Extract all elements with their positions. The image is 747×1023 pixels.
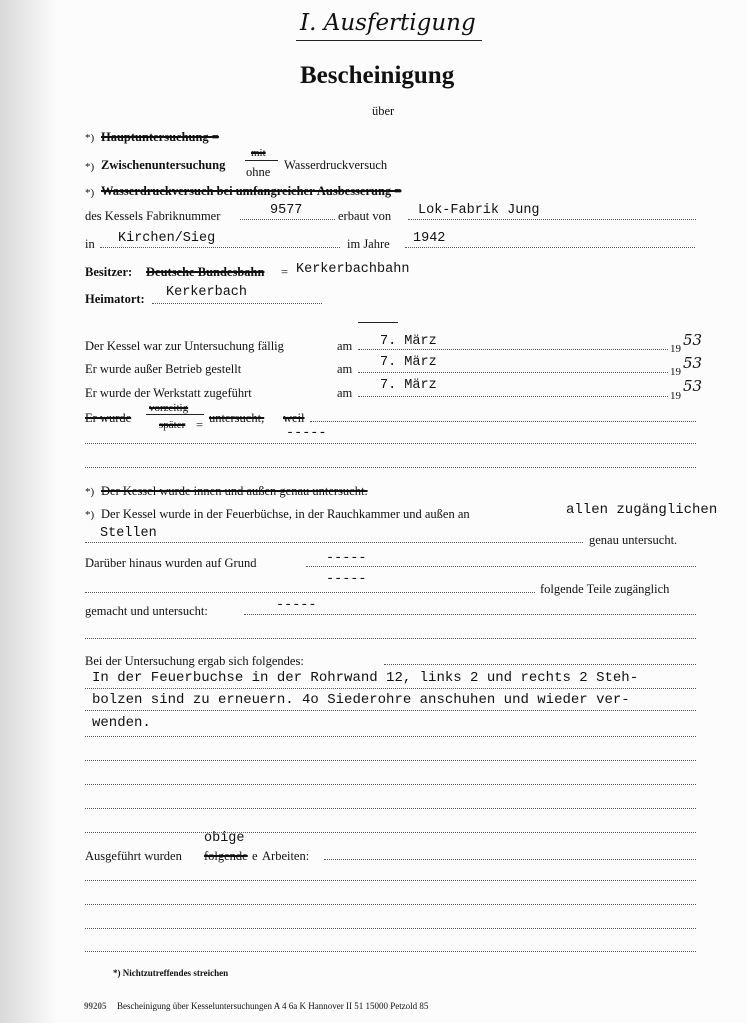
spaeter-struck: später bbox=[159, 419, 186, 431]
work-rule bbox=[85, 880, 696, 881]
ausser-date: 7. März bbox=[380, 355, 437, 370]
werkstatt-year-prefix: 19 bbox=[670, 390, 681, 402]
werkstatt-label: Er wurde der Werkstatt zugeführt bbox=[85, 386, 252, 400]
faellig-year-prefix: 19 bbox=[670, 343, 681, 355]
ausser-line bbox=[358, 372, 668, 373]
folgende-teile: folgende Teile zugänglich bbox=[540, 582, 670, 596]
work-rule bbox=[85, 904, 696, 905]
weil-dashes: ----- bbox=[286, 426, 327, 441]
faellig-am: am bbox=[337, 339, 353, 353]
faellig-year-suffix: 53 bbox=[683, 331, 703, 349]
footnote-marker: *) bbox=[85, 132, 95, 144]
findings-label: Bei der Untersuchung ergab sich folgendes: bbox=[85, 654, 304, 668]
document-subtitle: über bbox=[372, 104, 395, 118]
work-rule bbox=[85, 928, 696, 929]
heimatort-line bbox=[152, 303, 322, 304]
work-struck: folgende bbox=[204, 849, 248, 863]
footnote-marker: *) bbox=[85, 486, 95, 498]
faellig-date: 7. März bbox=[380, 334, 437, 349]
besitzer-label: Besitzer: bbox=[85, 265, 133, 279]
blank-line bbox=[85, 443, 696, 444]
gemacht-label: gemacht und untersucht: bbox=[85, 604, 208, 618]
fabriknummer-value: 9577 bbox=[270, 203, 303, 218]
form-imprint: Bescheinigung über Kesseluntersuchungen A 4 6a K Hannover II 51 15000 Petzold 85 bbox=[117, 1001, 429, 1011]
besitzer-value: Kerkerbachbahn bbox=[296, 262, 410, 277]
vorzeitig-divider bbox=[146, 414, 204, 415]
jahr-line bbox=[405, 247, 695, 248]
faellig-label: Der Kessel war zur Untersuchung fällig bbox=[85, 339, 284, 353]
findings-rule bbox=[85, 736, 696, 737]
work-insert: obige bbox=[204, 831, 245, 846]
option-wasserdruck-ausbesserung: Wasserdruckversuch bei umfangreicher Ausbesserung = bbox=[101, 184, 402, 198]
fabriknummer-line bbox=[240, 219, 335, 220]
feuerbuechse-value-1: allen zugänglichen bbox=[566, 502, 718, 518]
ausser-year-prefix: 19 bbox=[670, 366, 681, 378]
gemacht-dashes: ----- bbox=[276, 598, 317, 613]
findings-text-line: bolzen sind zu erneuern. 4o Siederohre anschuhen und wieder ver- bbox=[92, 692, 630, 708]
ausser-year-suffix: 53 bbox=[683, 354, 703, 372]
option-mit: mit bbox=[251, 147, 266, 159]
document-title: Bescheinigung bbox=[300, 62, 455, 89]
form-stamp: 99205 bbox=[84, 1001, 107, 1011]
feuerbuechse-line bbox=[85, 542, 583, 543]
teile-line bbox=[85, 592, 535, 593]
footnote-text: *) Nichtzutreffendes streichen bbox=[113, 968, 229, 978]
fabriknummer-label: des Kessels Fabriknummer bbox=[85, 209, 221, 223]
findings-rule bbox=[85, 688, 696, 689]
copy-note: I. Ausfertigung bbox=[300, 10, 476, 36]
gemacht-line bbox=[244, 614, 696, 615]
findings-rule bbox=[85, 808, 696, 809]
ort-value: Kirchen/Sieg bbox=[118, 231, 216, 246]
darueber-dashes: ----- bbox=[326, 551, 367, 566]
erbaut-label: erbaut von bbox=[338, 209, 392, 223]
work-e: e bbox=[252, 849, 258, 863]
mit-ohne-divider bbox=[245, 160, 278, 161]
findings-rule bbox=[85, 784, 696, 785]
work-label-post: Arbeiten: bbox=[262, 849, 310, 863]
findings-rule bbox=[85, 710, 696, 711]
footnote-marker: *) bbox=[85, 187, 95, 199]
findings-line bbox=[384, 664, 696, 665]
findings-text-line: In der Feuerbuchse in der Rohrwand 12, links 2 und rechts 2 Steh- bbox=[92, 670, 639, 686]
blank-line bbox=[85, 467, 696, 468]
footnote-marker: *) bbox=[85, 161, 95, 173]
werkstatt-date: 7. März bbox=[380, 378, 437, 393]
jahr-value: 1942 bbox=[413, 231, 446, 246]
untersucht-struck: untersucht, bbox=[209, 411, 265, 425]
blank-line bbox=[85, 638, 696, 639]
scan-edge bbox=[0, 0, 58, 1023]
erbaut-value: Lok-Fabrik Jung bbox=[418, 203, 540, 218]
besitzer-eq: = bbox=[281, 265, 289, 279]
besitzer-struck: Deutsche Bundesbahn bbox=[146, 265, 265, 279]
heimatort-label: Heimatort: bbox=[85, 292, 145, 306]
ausser-label: Er wurde außer Betrieb gestellt bbox=[85, 362, 242, 376]
er-wurde-struck: Er wurde bbox=[85, 411, 132, 425]
in-label: in bbox=[85, 237, 95, 251]
erbaut-line bbox=[408, 219, 696, 220]
weil-line bbox=[310, 421, 696, 422]
work-label-pre: Ausgeführt wurden bbox=[85, 849, 182, 863]
findings-text-line: wenden. bbox=[92, 715, 151, 731]
ort-line bbox=[100, 247, 340, 248]
vorzeitig-struck: vorzeitig bbox=[149, 402, 189, 414]
werkstatt-line bbox=[358, 396, 668, 397]
werkstatt-am: am bbox=[337, 386, 353, 400]
option-zwischenuntersuchung: Zwischenuntersuchung bbox=[101, 158, 226, 172]
darueber-dashes-2: ----- bbox=[326, 572, 367, 587]
feuerbuechse-value-2: Stellen bbox=[100, 526, 157, 541]
option-ohne: ohne bbox=[246, 165, 271, 179]
option-hauptuntersuchung: Hauptuntersuchung = bbox=[101, 130, 219, 144]
option-innen-aussen: Der Kessel wurde innen und außen genau untersucht. bbox=[101, 484, 368, 498]
darueber-label: Darüber hinaus wurden auf Grund bbox=[85, 556, 257, 570]
date-column-mark bbox=[358, 322, 398, 323]
werkstatt-year-suffix: 53 bbox=[683, 377, 703, 395]
option-feuerbuechse: Der Kessel wurde in der Feuerbüchse, in der Rauchkammer und außen an bbox=[101, 507, 470, 521]
weil-struck: weil bbox=[283, 411, 305, 425]
copy-note-underline bbox=[296, 40, 482, 41]
work-line bbox=[324, 859, 696, 860]
heimatort-value: Kerkerbach bbox=[166, 285, 248, 300]
work-rule bbox=[85, 951, 696, 952]
findings-rule bbox=[85, 760, 696, 761]
spaeter-eq: = bbox=[196, 418, 204, 432]
footnote-marker: *) bbox=[85, 509, 95, 521]
ausser-am: am bbox=[337, 362, 353, 376]
option-wasserdruckversuch: Wasserdruckversuch bbox=[284, 158, 388, 172]
genau-untersucht: genau untersucht. bbox=[589, 533, 678, 547]
jahr-label: im Jahre bbox=[347, 237, 390, 251]
findings-rule bbox=[85, 832, 696, 833]
